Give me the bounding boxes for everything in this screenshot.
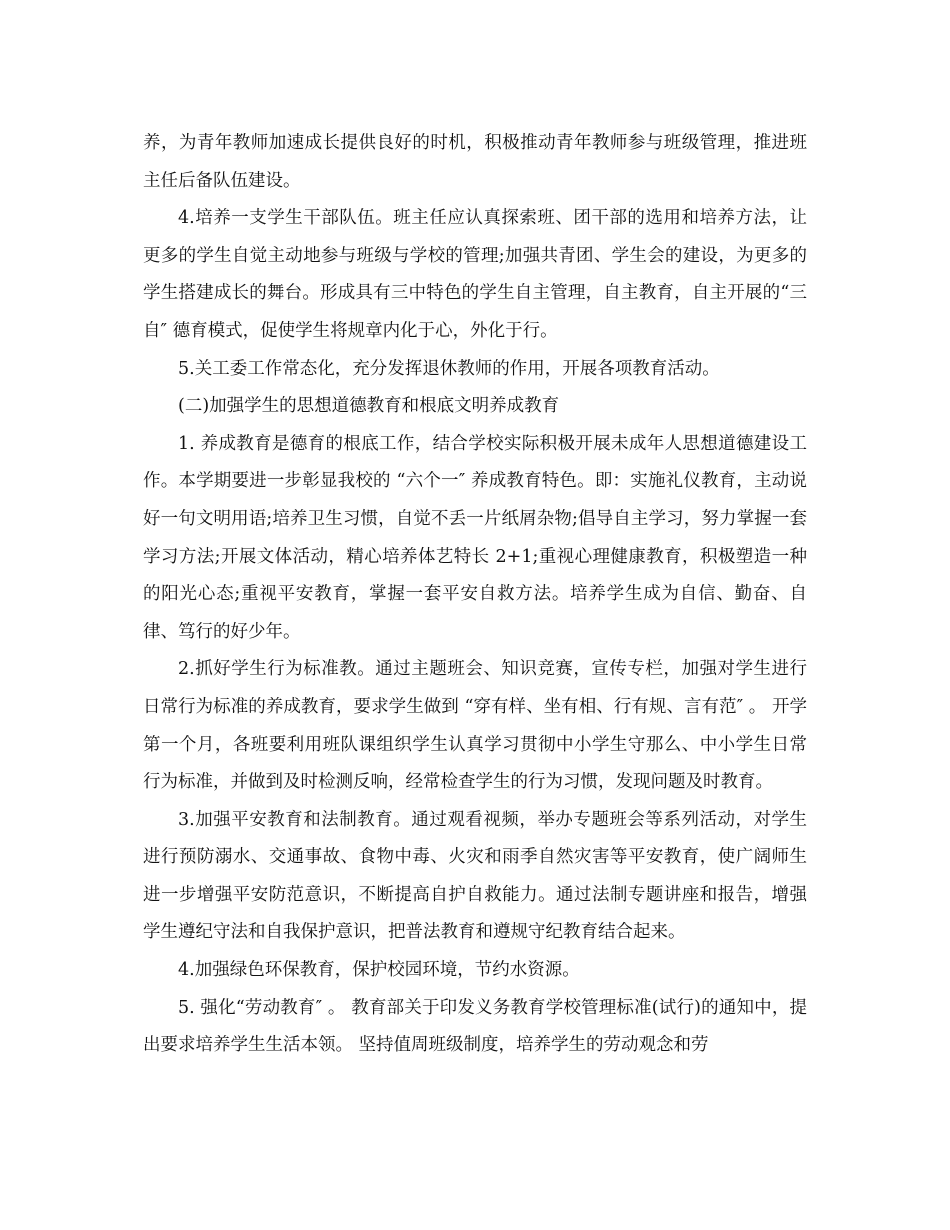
paragraph-continuation: 养，为青年教师加速成长提供良好的时机，积极推动青年教师参与班级管理，推进班主任后备队伍建设。 — [143, 133, 807, 191]
body-text — [143, 125, 807, 1065]
paragraph-student-cadres: 4.培养一支学生干部队伍。班主任应认真探索班、团干部的选用和培养方法，让更多的学生自觉主动地参与班级与学校的管理;加强共青团、学生会的建设，为更多的学生搭建成长的舞台。形成具有三中特色的学生自主管理，自主教育，自主开展的“三自″ 德育模式，促使学生将规章内化于心，外化于行。 — [143, 208, 807, 341]
section-heading-moral-education: (二)加强学生的思想道德教育和根底文明养成教育 — [178, 396, 560, 417]
paragraph-labor-education: 5. 强化“劳动教育″ 。 教育部关于印发义务教育学校管理标准(试行)的通知中，提出要求培养学生生活本领。 坚持值周班级制度，培养学生的劳动观念和劳 — [143, 997, 807, 1056]
paragraph-habit-education: 1. 养成教育是德育的根底工作，结合学校实际积极开展未成年人思想道德建设工作。本学期要进一步彰显我校的 “六个一″ 养成教育特色。即：实施礼仪教育，主动说好一句文明用语;培养卫生习惯，自觉不丢一片纸屑杂物;倡导自主学习，努力掌握一套学习方法;开展文体活动，精心培养体艺特长 2+1;重视心理健康教育，积极塑造一种的阳光心态;重视平安教育，掌握一套平安自救方法。培养学生成为自信、勤奋、自律、笃行的好少年。 — [143, 433, 807, 642]
paragraph-retired-teachers: 5.关工委工作常态化，充分发挥退休教师的作用，开展各项教育活动。 — [178, 358, 720, 379]
paragraph-environment-education: 4.加强绿色环保教育，保护校园环境，节约水资源。 — [178, 960, 580, 981]
paragraph-safety-law-education: 3.加强平安教育和法制教育。通过观看视频，举办专题班会等系列活动，对学生进行预防溺水、交通事故、食物中毒、火灾和雨季自然灾害等平安教育，使广阔师生进一步增强平安防范意识，不断提高自护自救能力。通过法制专题讲座和报告，增强学生遵纪守法和自我保护意识，把普法教育和遵规守纪教育结合起来。 — [143, 809, 807, 943]
paragraph-behavior-standards: 2.抓好学生行为标准教。通过主题班会、知识竞赛，宣传专栏，加强对学生进行日常行为标准的养成教育，要求学生做到 “穿有样、坐有相、行有规、言有范″ 。 开学第一个月，各班要利用班队课组织学生认真学习贯彻中小学生守那么、中小学生日常行为标准，并做到及时检测反响，经常检查学生的行为习惯，发现问题及时教育。 — [143, 659, 807, 793]
